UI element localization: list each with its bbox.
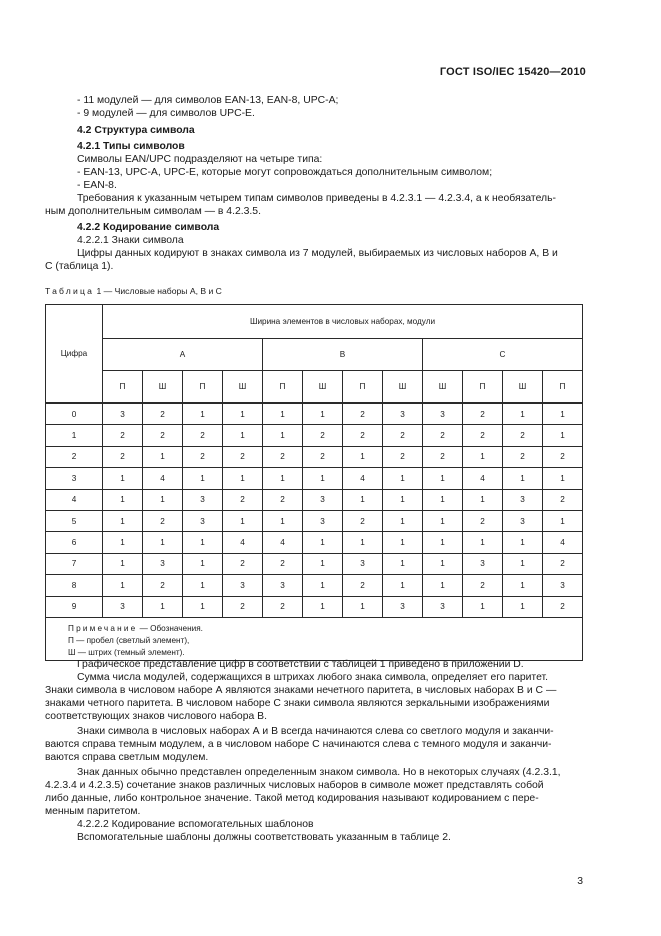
width-cell: 3 xyxy=(103,403,143,425)
width-cell: 1 xyxy=(263,425,303,446)
width-cell: 2 xyxy=(223,553,263,574)
width-cell: 1 xyxy=(143,446,183,467)
digit-cell: 0 xyxy=(46,403,103,425)
width-cell: 1 xyxy=(343,596,383,617)
element-type-header: Ш xyxy=(303,371,343,404)
subsection-heading: 4.2.1 Типы символов xyxy=(77,141,185,152)
digit-column-header: Цифра xyxy=(46,305,103,404)
width-cell: 1 xyxy=(423,532,463,553)
paragraph-line: Знаки символа в числовом наборе А являются знаками нечетного паритета, в числовых наборах В и С — xyxy=(45,685,557,696)
width-cell: 1 xyxy=(103,553,143,574)
width-cell: 2 xyxy=(103,446,143,467)
element-type-header: П xyxy=(183,371,223,404)
width-cell: 1 xyxy=(543,403,583,425)
width-cell: 2 xyxy=(423,446,463,467)
width-cell: 2 xyxy=(263,553,303,574)
paragraph-line: знаками четного паритета. В числовом наборе С знаки символа являются зеркальными изображениями xyxy=(45,698,550,709)
width-cell: 1 xyxy=(183,575,223,596)
width-cell: 1 xyxy=(543,510,583,531)
width-cell: 3 xyxy=(423,403,463,425)
width-cell: 1 xyxy=(183,468,223,489)
clause-heading: 4.2.2.1 Знаки символа xyxy=(77,235,184,246)
element-type-header: Ш xyxy=(223,371,263,404)
digit-cell: 8 xyxy=(46,575,103,596)
width-cell: 3 xyxy=(383,596,423,617)
width-cell: 1 xyxy=(463,596,503,617)
paragraph-line: менным паритетом. xyxy=(45,806,141,817)
element-type-header: Ш xyxy=(503,371,543,404)
width-cell: 3 xyxy=(463,553,503,574)
element-type-header: П xyxy=(103,371,143,404)
width-cell: 3 xyxy=(503,510,543,531)
width-header: Ширина элементов в числовых наборах, модули xyxy=(103,305,583,339)
width-cell: 1 xyxy=(103,575,143,596)
table-row xyxy=(46,553,583,574)
width-cell: 2 xyxy=(223,446,263,467)
width-cell: 1 xyxy=(423,575,463,596)
paragraph-line: Цифры данных кодируют в знаках символа из 7 модулей, выбираемых из числовых наборов А, В и xyxy=(77,248,558,259)
width-cell: 2 xyxy=(463,510,503,531)
width-cell: 2 xyxy=(303,446,343,467)
width-cell: 2 xyxy=(543,446,583,467)
digit-cell: 4 xyxy=(46,489,103,510)
width-cell: 1 xyxy=(503,468,543,489)
document-header: ГОСТ ISO/IEC 15420—2010 xyxy=(439,66,586,78)
width-cell: 1 xyxy=(503,403,543,425)
width-cell: 1 xyxy=(263,468,303,489)
digit-cell: 9 xyxy=(46,596,103,617)
width-cell: 1 xyxy=(383,532,423,553)
page-number: 3 xyxy=(577,876,583,887)
width-cell: 2 xyxy=(223,596,263,617)
width-cell: 2 xyxy=(383,425,423,446)
width-cell: 1 xyxy=(183,553,223,574)
table-row xyxy=(46,489,583,510)
paragraph-line: Символы EAN/UPC подразделяют на четыре типа: xyxy=(77,154,323,165)
width-cell: 1 xyxy=(383,468,423,489)
table-note xyxy=(46,617,583,660)
width-cell: 1 xyxy=(103,510,143,531)
width-cell: 1 xyxy=(183,403,223,425)
width-cell: 1 xyxy=(423,489,463,510)
width-cell: 1 xyxy=(223,403,263,425)
width-cell: 2 xyxy=(263,489,303,510)
width-cell: 1 xyxy=(223,425,263,446)
width-cell: 3 xyxy=(383,403,423,425)
paragraph-line: Знаки символа в числовых наборах А и В всегда начинаются слева со светлого модуля и заканчи- xyxy=(77,726,554,737)
table-row xyxy=(46,446,583,467)
paragraph-line: ваются справа светлым модулем. xyxy=(45,752,209,763)
width-cell: 2 xyxy=(423,425,463,446)
note-title: — Обозначения. xyxy=(137,623,203,633)
width-cell: 1 xyxy=(103,468,143,489)
width-cell: 4 xyxy=(463,468,503,489)
width-cell: 3 xyxy=(303,510,343,531)
width-cell: 2 xyxy=(143,510,183,531)
table-row xyxy=(46,575,583,596)
width-cell: 1 xyxy=(383,489,423,510)
width-cell: 2 xyxy=(503,425,543,446)
table-row xyxy=(46,468,583,489)
clause-heading: 4.2.2.2 Кодирование вспомогательных шаблонов xyxy=(77,819,314,830)
note-label: Примечание xyxy=(68,623,138,633)
width-cell: 2 xyxy=(343,403,383,425)
paragraph-line: либо данные, либо контрольное значение. Такой метод кодирования называют кодированием с пере- xyxy=(45,793,539,804)
width-cell: 2 xyxy=(303,425,343,446)
width-cell: 1 xyxy=(103,489,143,510)
element-type-header: П xyxy=(263,371,303,404)
width-cell: 4 xyxy=(543,532,583,553)
width-cell: 1 xyxy=(143,532,183,553)
table-row xyxy=(46,510,583,531)
width-cell: 1 xyxy=(343,446,383,467)
width-cell: 1 xyxy=(303,532,343,553)
width-cell: 2 xyxy=(143,425,183,446)
width-cell: 3 xyxy=(303,489,343,510)
width-cell: 1 xyxy=(503,553,543,574)
width-cell: 1 xyxy=(303,575,343,596)
width-cell: 1 xyxy=(343,489,383,510)
note-line: П — пробел (светлый элемент), xyxy=(68,635,190,645)
width-cell: 2 xyxy=(463,575,503,596)
width-cell: 1 xyxy=(183,596,223,617)
width-cell: 2 xyxy=(543,489,583,510)
width-cell: 1 xyxy=(303,596,343,617)
width-cell: 1 xyxy=(423,553,463,574)
width-cell: 1 xyxy=(503,596,543,617)
element-type-header: Ш xyxy=(143,371,183,404)
digit-cell: 6 xyxy=(46,532,103,553)
paragraph-line: Графическое представление цифр в соответствии с таблицей 1 приведено в приложении D. xyxy=(77,659,524,670)
width-cell: 1 xyxy=(503,532,543,553)
table-caption-word: Таблица xyxy=(45,286,95,296)
width-cell: 1 xyxy=(423,510,463,531)
width-cell: 1 xyxy=(463,446,503,467)
width-cell: 3 xyxy=(543,575,583,596)
paragraph-line: ваются справа темным модулем, а в числовом наборе С начинаются слева с темного модуля и заканчи- xyxy=(45,739,552,750)
width-cell: 3 xyxy=(183,489,223,510)
width-cell: 1 xyxy=(143,489,183,510)
width-cell: 1 xyxy=(263,403,303,425)
paragraph-line: 4.2.3.4 и 4.2.3.5) сочетание знаков различных числовых наборов в символе может представлять собой xyxy=(45,780,544,791)
width-cell: 1 xyxy=(103,532,143,553)
width-cell: 1 xyxy=(223,510,263,531)
set-header-b: В xyxy=(263,339,423,371)
width-cell: 2 xyxy=(463,425,503,446)
digit-cell: 7 xyxy=(46,553,103,574)
width-cell: 1 xyxy=(463,532,503,553)
width-cell: 2 xyxy=(143,403,183,425)
numeric-sets-table xyxy=(45,304,583,661)
width-cell: 3 xyxy=(263,575,303,596)
width-cell: 1 xyxy=(303,403,343,425)
set-header-a: А xyxy=(103,339,263,371)
element-type-header: П xyxy=(543,371,583,404)
width-cell: 2 xyxy=(543,553,583,574)
table-caption-title: 1 — Числовые наборы А, В и С xyxy=(96,286,222,296)
width-cell: 3 xyxy=(343,553,383,574)
width-cell: 2 xyxy=(263,446,303,467)
width-cell: 2 xyxy=(343,575,383,596)
width-cell: 2 xyxy=(223,489,263,510)
digit-cell: 3 xyxy=(46,468,103,489)
digit-cell: 2 xyxy=(46,446,103,467)
width-cell: 2 xyxy=(343,425,383,446)
width-cell: 4 xyxy=(143,468,183,489)
width-cell: 2 xyxy=(503,446,543,467)
element-type-header: П xyxy=(343,371,383,404)
paragraph-line: соответствующих знаков числового набора В. xyxy=(45,711,267,722)
width-cell: 1 xyxy=(223,468,263,489)
paragraph-line: С (таблица 1). xyxy=(45,261,114,272)
width-cell: 1 xyxy=(143,596,183,617)
width-cell: 1 xyxy=(263,510,303,531)
subsection-heading: 4.2.2 Кодирование символа xyxy=(77,222,220,233)
width-cell: 3 xyxy=(143,553,183,574)
width-cell: 1 xyxy=(543,425,583,446)
width-cell: 2 xyxy=(103,425,143,446)
table-row xyxy=(46,403,583,425)
paragraph-line: Вспомогательные шаблоны должны соответствовать указанным в таблице 2. xyxy=(77,832,451,843)
element-type-header: Ш xyxy=(383,371,423,404)
paragraph-line: Требования к указанным четырем типам символов приведены в 4.2.3.1 — 4.2.3.4, а к необязатель- xyxy=(77,193,556,204)
width-cell: 1 xyxy=(383,510,423,531)
element-type-header: Ш xyxy=(423,371,463,404)
table-row xyxy=(46,596,583,617)
width-cell: 1 xyxy=(383,553,423,574)
width-cell: 2 xyxy=(463,403,503,425)
width-cell: 1 xyxy=(303,553,343,574)
width-cell: 1 xyxy=(463,489,503,510)
width-cell: 2 xyxy=(343,510,383,531)
width-cell: 4 xyxy=(223,532,263,553)
width-cell: 2 xyxy=(183,446,223,467)
digit-cell: 5 xyxy=(46,510,103,531)
set-header-c: С xyxy=(423,339,583,371)
width-cell: 1 xyxy=(503,575,543,596)
width-cell: 3 xyxy=(223,575,263,596)
element-type-header: П xyxy=(463,371,503,404)
list-item: - 9 модулей — для символов UPC-E. xyxy=(77,108,255,119)
width-cell: 2 xyxy=(183,425,223,446)
paragraph-line: Сумма числа модулей, содержащихся в штрихах любого знака символа, определяет его паритет. xyxy=(77,672,549,683)
width-cell: 4 xyxy=(343,468,383,489)
paragraph-line: Знак данных обычно представлен определенным знаком символа. Но в некоторых случаях (4.2.3.1, xyxy=(77,767,561,778)
width-cell: 3 xyxy=(503,489,543,510)
width-cell: 1 xyxy=(183,532,223,553)
width-cell: 2 xyxy=(543,596,583,617)
width-cell: 4 xyxy=(263,532,303,553)
width-cell: 2 xyxy=(143,575,183,596)
width-cell: 3 xyxy=(423,596,463,617)
width-cell: 1 xyxy=(423,468,463,489)
width-cell: 3 xyxy=(183,510,223,531)
width-cell: 2 xyxy=(263,596,303,617)
list-item: - EAN-8. xyxy=(77,180,117,191)
paragraph-line: ным дополнительным символам — в 4.2.3.5. xyxy=(45,206,261,217)
digit-cell: 1 xyxy=(46,425,103,446)
width-cell: 3 xyxy=(103,596,143,617)
section-heading: 4.2 Структура символа xyxy=(77,125,195,136)
note-line: Ш — штрих (темный элемент). xyxy=(68,647,185,657)
list-item: - 11 модулей — для символов EAN-13, EAN-8, UPC-A; xyxy=(77,95,339,106)
width-cell: 1 xyxy=(383,575,423,596)
width-cell: 1 xyxy=(303,468,343,489)
width-cell: 1 xyxy=(543,468,583,489)
width-cell: 2 xyxy=(383,446,423,467)
width-cell: 1 xyxy=(343,532,383,553)
table-row xyxy=(46,425,583,446)
table-row xyxy=(46,532,583,553)
table-caption xyxy=(45,286,222,296)
list-item: - EAN-13, UPC-A, UPC-E, которые могут сопровождаться дополнительным символом; xyxy=(77,167,493,178)
